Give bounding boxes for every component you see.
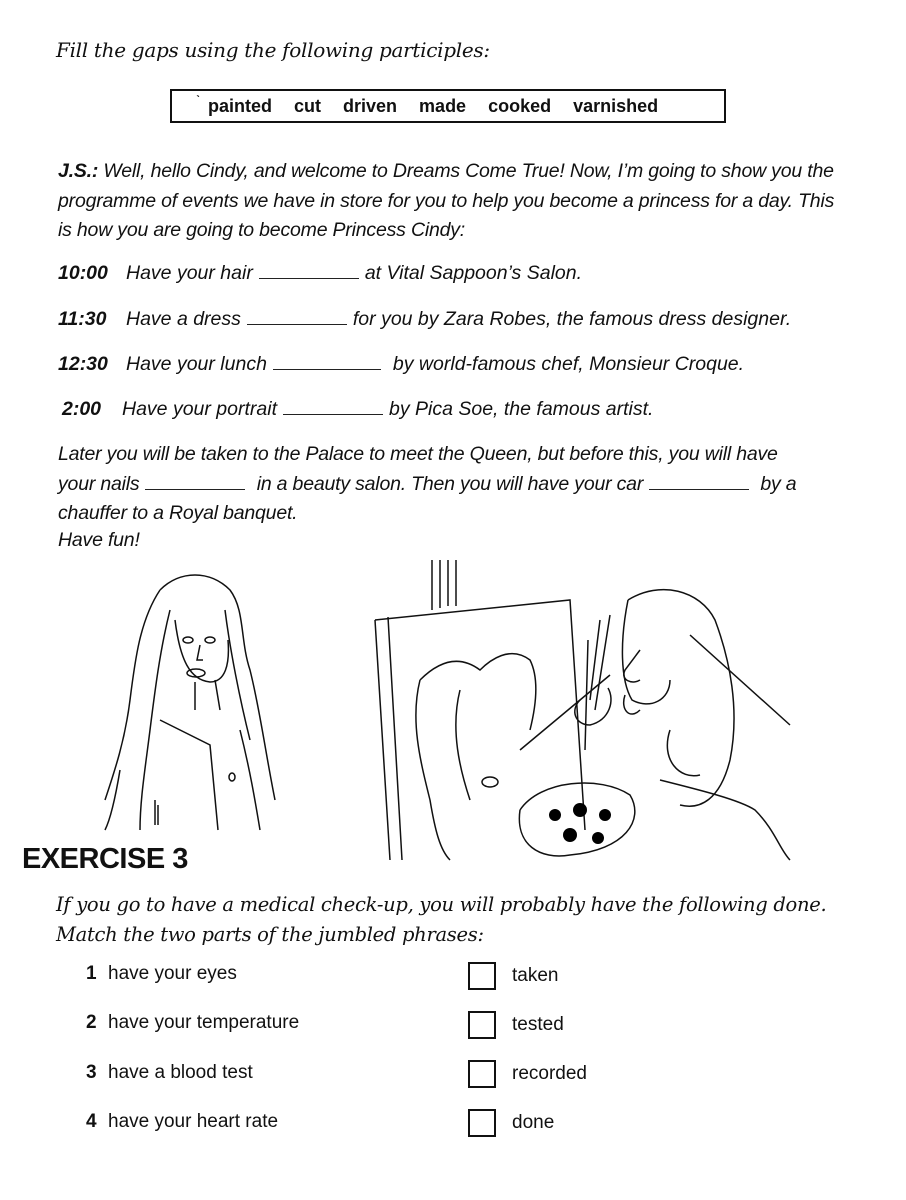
- item-number: 3: [86, 1062, 97, 1083]
- gap-fill-instruction: Fill the gaps using the following participles:: [56, 38, 490, 62]
- closing-line: chauffer to a Royal banquet.: [58, 502, 298, 524]
- schedule-text-after: by world-famous chef, Monsieur Croque.: [392, 353, 745, 375]
- word-option: cooked: [488, 95, 552, 116]
- match-left-item: [86, 1012, 299, 1034]
- word-box: [170, 89, 726, 123]
- item-text: done: [512, 1112, 555, 1133]
- match-right-item: [468, 1060, 587, 1088]
- item-text: taken: [512, 965, 559, 986]
- schedule-text-after: for you by Zara Robes, the famous dress designer.: [352, 308, 792, 330]
- schedule-time: 10:00: [58, 262, 108, 284]
- exercise-title: EXERCISE 3: [22, 843, 188, 875]
- schedule-row: [58, 353, 744, 376]
- schedule-row: [58, 308, 791, 331]
- word-option: painted: [208, 95, 273, 116]
- intro-paragraph: [58, 157, 848, 246]
- answer-box[interactable]: [468, 1011, 496, 1039]
- blank-gap[interactable]: [273, 353, 381, 370]
- blank-gap[interactable]: [259, 262, 359, 279]
- tick-mark: ˋ: [196, 93, 200, 107]
- closing-line: Later you will be taken to the Palace to meet the Queen, but before this, you will have: [58, 443, 778, 465]
- item-number: 2: [86, 1012, 97, 1033]
- match-left-item: [86, 963, 237, 985]
- item-number: 4: [86, 1111, 97, 1132]
- answer-box[interactable]: [468, 1109, 496, 1137]
- item-text: have your eyes: [108, 963, 237, 984]
- answer-box[interactable]: [468, 1060, 496, 1088]
- schedule-time: 11:30: [58, 308, 107, 330]
- match-right-item: [468, 962, 558, 990]
- artist-illustration: [370, 560, 840, 865]
- match-right-item: [468, 1109, 554, 1137]
- item-text: have your heart rate: [108, 1111, 279, 1132]
- closing-line: Have fun!: [58, 528, 140, 551]
- schedule-row: [58, 262, 582, 285]
- girl-illustration: [100, 570, 300, 840]
- item-text: have your temperature: [108, 1012, 300, 1033]
- item-text: tested: [512, 1014, 564, 1035]
- schedule-text-after: at Vital Sappoon’s Salon.: [364, 262, 583, 284]
- schedule-text-before: Have your hair: [126, 262, 253, 284]
- answer-box[interactable]: [468, 962, 496, 990]
- word-option: cut: [294, 95, 322, 116]
- word-option: driven: [343, 95, 398, 116]
- blank-gap[interactable]: [145, 473, 245, 490]
- intro-text: Well, hello Cindy, and welcome to Dreams Come True! Now, I’m going to show you the programme of events we have in store for you to help you become a princess for a day. This is how you are going to become Princess Cindy:: [58, 160, 835, 241]
- item-text: have a blood test: [108, 1062, 253, 1083]
- match-left-item: [86, 1062, 253, 1084]
- closing-paragraph: [58, 440, 848, 555]
- schedule-time: 2:00: [62, 398, 102, 420]
- closing-line: your nails in a beauty salon. Then you will have your car by a: [58, 472, 797, 495]
- blank-gap[interactable]: [649, 473, 749, 490]
- word-option: varnished: [573, 95, 659, 116]
- schedule-text-before: Have your lunch: [126, 353, 267, 375]
- item-text: recorded: [512, 1063, 587, 1084]
- match-left-item: [86, 1111, 278, 1133]
- schedule-text-before: Have a dress: [126, 308, 241, 330]
- item-number: 1: [86, 963, 97, 984]
- word-option: made: [419, 95, 467, 116]
- schedule-text-after: by Pica Soe, the famous artist.: [388, 398, 654, 420]
- blank-gap[interactable]: [247, 308, 347, 325]
- schedule-time: 12:30: [58, 353, 108, 375]
- schedule-text-before: Have your portrait: [122, 398, 277, 420]
- schedule-row: [62, 398, 653, 421]
- blank-gap[interactable]: [283, 398, 383, 415]
- speaker-label: J.S.:: [58, 160, 99, 182]
- match-right-item: [468, 1011, 564, 1039]
- match-instruction: If you go to have a medical check-up, you will probably have the following done. Match the two parts of the jumbled phrases:: [56, 893, 827, 946]
